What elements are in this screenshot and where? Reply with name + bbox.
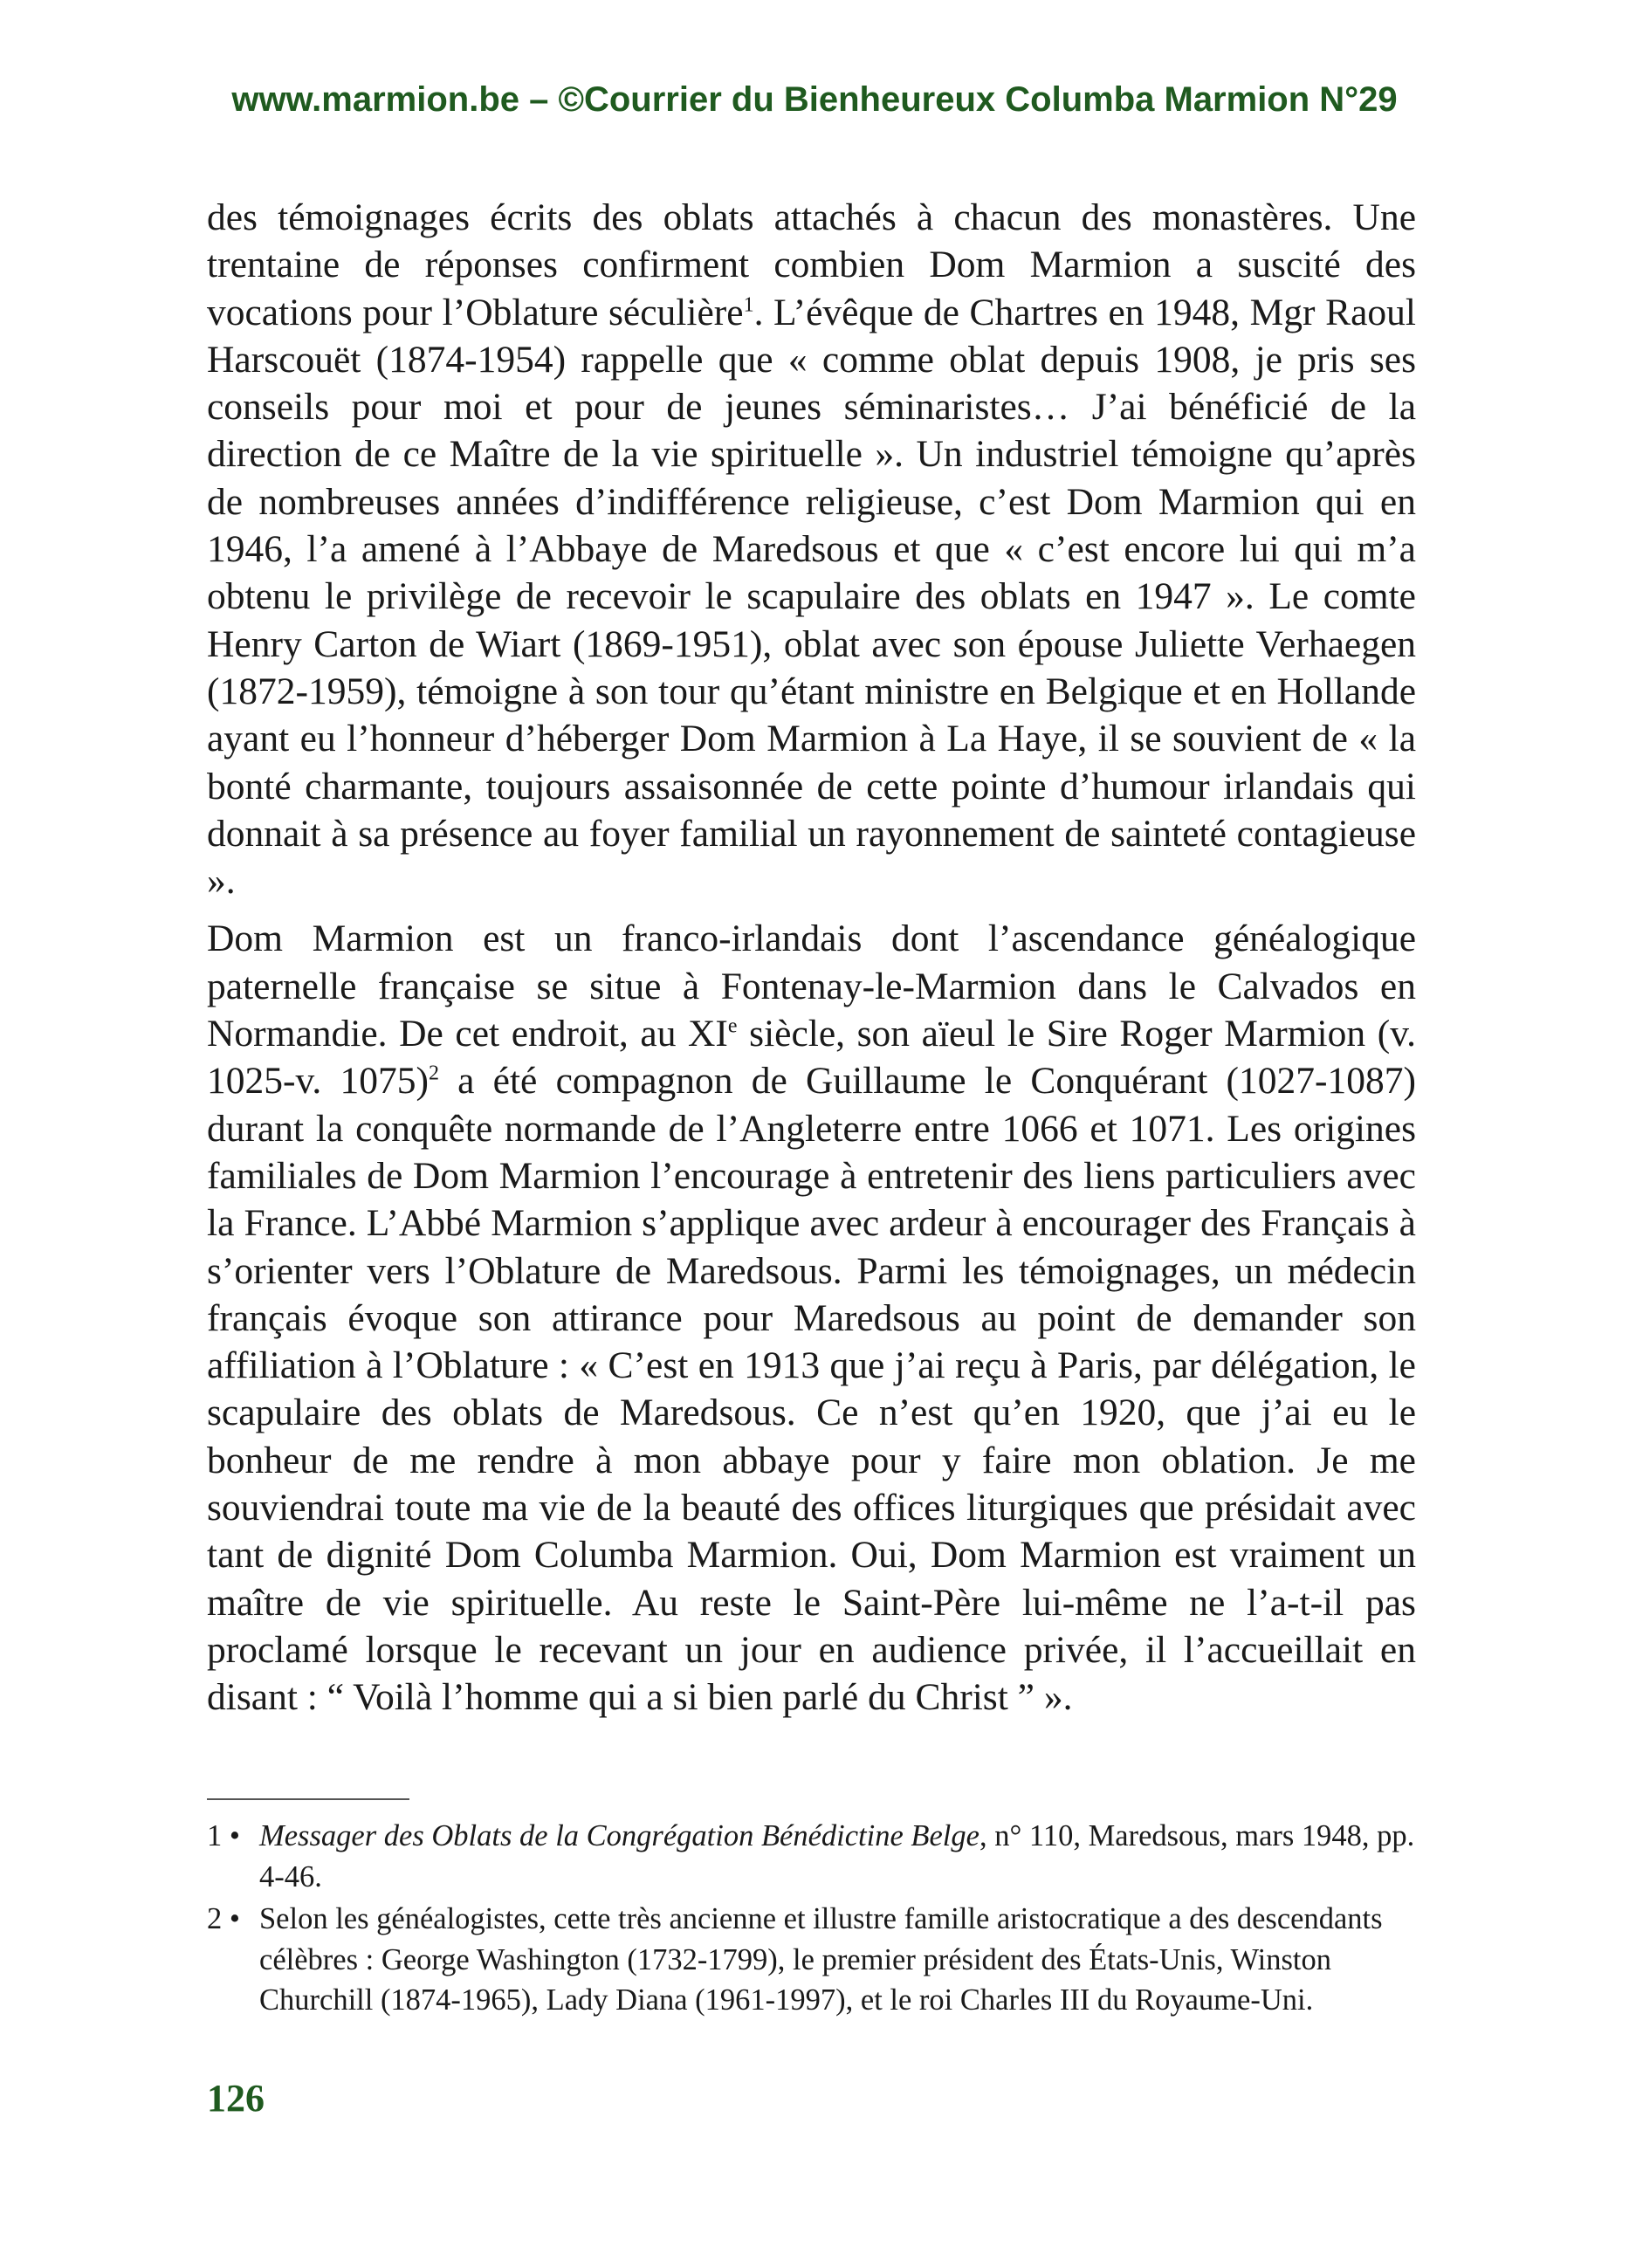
paragraph-text: a été compagnon de Guillaume le Conquérant (1027-1087) durant la conquête normande de l’Angleterre entre 1066 et 1071. Les origines familiales de Dom Marmion l’encourage à entretenir des liens particuliers avec la France. L’Abbé Marmion s’applique avec ardeur à encourager des Français à s’orienter vers l’Oblature de Maredsous. Parmi les témoignages, un médecin français évoque son attirance pour Maredsous au point de demander son affiliation à l’Oblature : « C’est en 1913 que j’ai reçu à Paris, par délégation, le scapulaire des oblats de Maredsous. Ce n’est qu’en 1920, que j’ai eu le bonheur de me rendre à mon abbaye pour y faire mon oblation. Je me souviendrai toute ma vie de la beauté des offices liturgiques que présidait avec tant de dignité Dom Columba Marmion. Oui, Dom Marmion est vraiment un maître de vie spirituelle. Au reste le Saint-Père lui-même ne l’a-t-il pas proclamé lorsque le recevant un jour en audience privée, il l’accueillait en disant : “ Voilà l’homme qui a si bien parlé du Christ ” ». [207, 1060, 1416, 1719]
paragraph [207, 915, 1416, 1721]
footnote-ref[interactable]: 2 [428, 1062, 439, 1085]
footnotes [207, 1816, 1416, 2023]
footnote-text: Selon les généalogistes, cette très ancienne et illustre famille aristocratique a des descendants célèbres : George Washington (1732-1799), le premier président des États-Unis, Winston Churchill (1874-1965), Lady Diana (1961-1997), et le roi Charles III du Royaume-Uni. [259, 1902, 1383, 2017]
superscript-ordinal: e [727, 1014, 738, 1038]
paragraph-text: siècle, son aïeul le Sire Roger Marmion (v. 1025-v. 1075) [207, 1013, 1417, 1103]
paragraph [207, 194, 1416, 904]
footnote-title: Messager des Oblats de la Congrégation Bénédictine Belge [259, 1819, 979, 1852]
footnote-2 [207, 1899, 1416, 2021]
footnote-marker: 2 • [207, 1902, 240, 1935]
footnote-1 [207, 1816, 1416, 1897]
footnote-ref[interactable]: 1 [743, 293, 754, 317]
paragraph-text: Dom Marmion est un franco-irlandais dont l’ascendance généalogique paternelle française se situe à Fontenay-le-Marmion dans le Calvados en Normandie. De cet endroit, au XI [207, 918, 1416, 1055]
page-number: 126 [207, 2077, 265, 2120]
footnote-text [259, 1819, 1414, 1893]
paragraph-text: des témoignages écrits des oblats attachés à chacun des monastères. Une trentaine de réponses confirment combien Dom Marmion a suscité des vocations pour l’Oblature séculière [207, 196, 1416, 333]
main-text [207, 194, 1416, 1722]
footnote-detail: , n° 110, Maredsous, mars 1948, pp. 4-46. [259, 1819, 1415, 1893]
running-header: www.marmion.be – ©Courrier du Bienheureux Columba Marmion N°29 [231, 80, 1398, 119]
footnote-divider [207, 1798, 409, 1800]
paragraph-text: . L’évêque de Chartres en 1948, Mgr Raoul Harscouët (1874-1954) rappelle que « comme oblat depuis 1908, je pris ses conseils pour moi et pour de jeunes séminaristes… J’ai bénéficié de la direction de ce Maître de la vie spirituelle ». Un industriel témoigne qu’après de nombreuses années d’indifférence religieuse, c’est Dom Marmion qui en 1946, l’a amené à l’Abbaye de Maredsous et que « c’est encore lui qui m’a obtenu le privilège de recevoir le scapulaire des oblats en 1947 ». Le comte Henry Carton de Wiart (1869-1951), oblat avec son épouse Juliette Verhaegen (1872-1959), témoigne à son tour qu’étant ministre en Belgique et en Hollande ayant eu l’honneur d’héberger Dom Marmion à La Haye, il se souvient de « la bonté charmante, toujours assaisonnée de cette pointe d’humour irlandais qui donnait à sa présence au foyer familial un rayonnement de sainteté contagieuse ». [207, 291, 1416, 903]
footnote-marker: 1 • [207, 1819, 240, 1852]
